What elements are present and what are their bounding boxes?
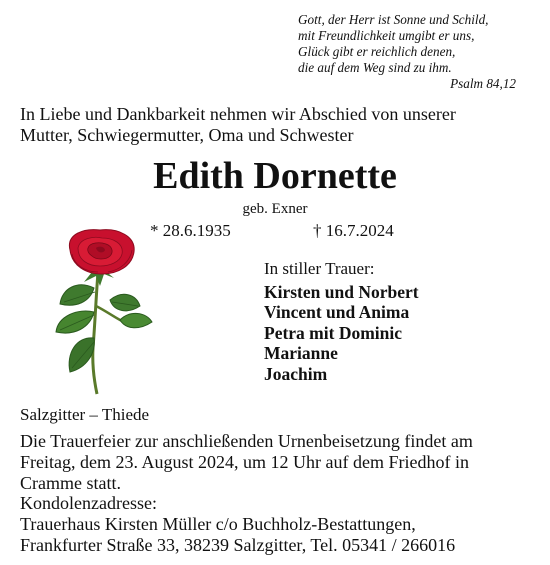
verse-source: Psalm 84,12 (450, 76, 516, 91)
details-line: Cramme statt. (20, 472, 121, 493)
mourner-name: Petra mit Dominic (264, 322, 403, 343)
details-line: Frankfurter Straße 33, 38239 Salzgitter, Tel. 05341 / 266016 (20, 534, 456, 555)
intro-line: In Liebe und Dankbarkeit nehmen wir Abschied von unserer (20, 104, 456, 124)
verse-line: Glück gibt er reichlich denen, (298, 44, 456, 59)
details-line: Freitag, dem 23. August 2024, um 12 Uhr auf dem Friedhof in (20, 451, 469, 472)
verse-line: Gott, der Herr ist Sonne und Schild, (298, 12, 489, 27)
mourner-name: Kirsten und Norbert (264, 282, 419, 302)
intro-line: Mutter, Schwiegermutter, Oma und Schwester (20, 125, 354, 145)
verse-line: die auf dem Weg sind zu ihm. (298, 60, 452, 75)
details-line: Die Trauerfeier zur anschließenden Urnenbeisetzung findet am (20, 431, 473, 451)
mourners-list (264, 282, 419, 384)
mourner-name: Marianne (264, 343, 338, 364)
deceased-name: Edith Dornette (153, 155, 397, 197)
psalm-verse (298, 12, 528, 92)
details-line: Trauerhaus Kirsten Müller c/o Buchholz-Bestattungen, (20, 514, 416, 535)
funeral-details (20, 431, 545, 556)
red-rose-icon (48, 228, 158, 396)
verse-line: mit Freundlichkeit umgibt er uns, (298, 28, 475, 43)
mourner-name: Joachim (264, 363, 328, 384)
mourner-name: Vincent und Anima (264, 302, 410, 323)
mourning-heading: In stiller Trauer: (264, 259, 375, 278)
details-line: Kondolenzadresse: (20, 493, 157, 514)
maiden-name: geb. Exner (242, 201, 308, 217)
intro-text (20, 104, 540, 146)
birth-date: * 28.6.1935 (150, 221, 231, 240)
place-line: Salzgitter – Thiede (20, 405, 150, 424)
death-date: † 16.7.2024 (313, 221, 394, 240)
